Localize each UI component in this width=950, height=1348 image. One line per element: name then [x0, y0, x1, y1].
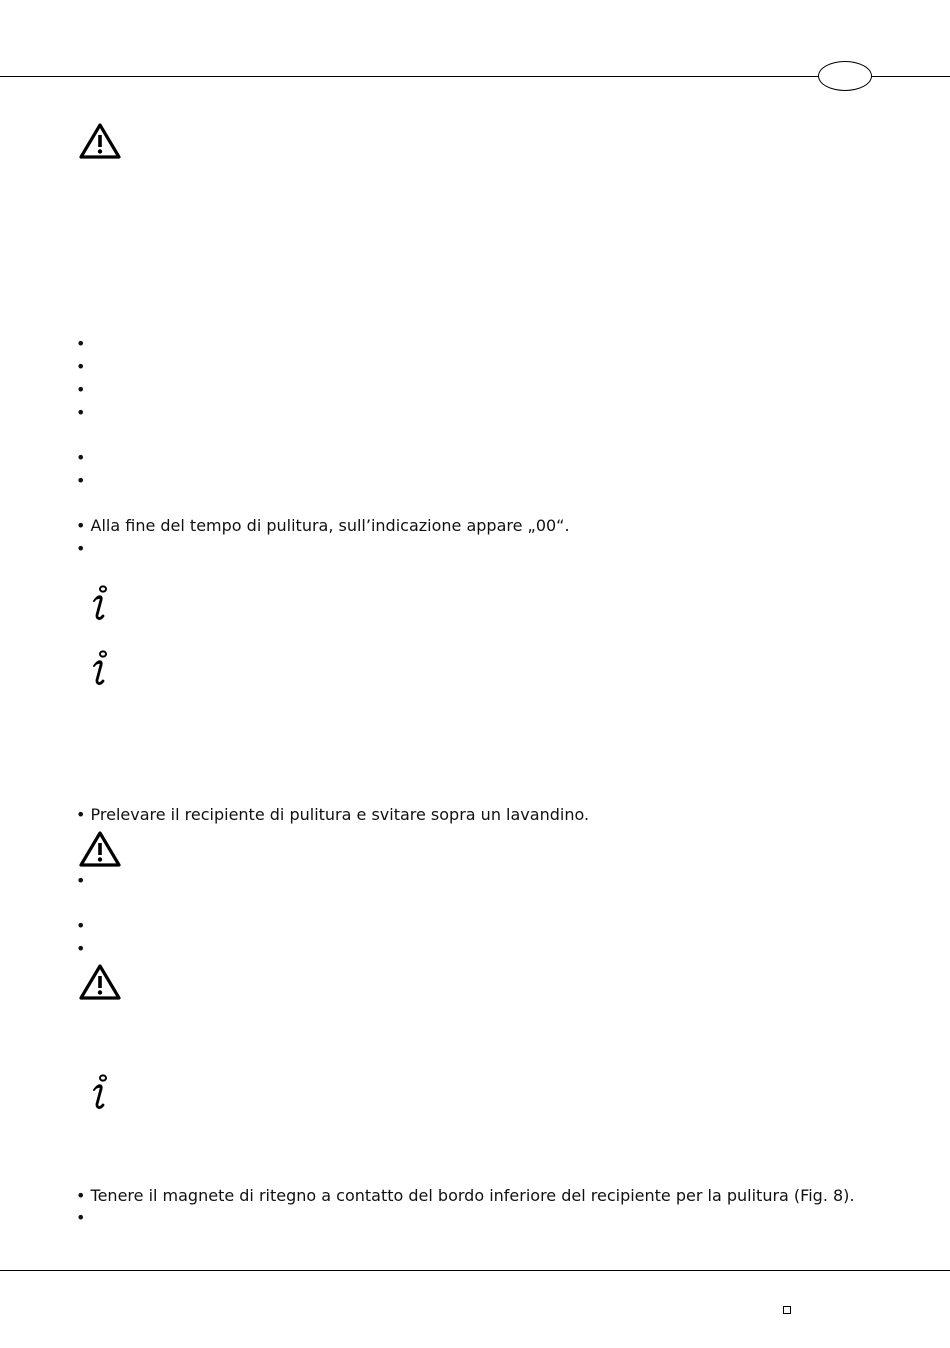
language-tab-oval	[818, 61, 872, 91]
list-bullet: •	[76, 471, 86, 490]
info-i-icon	[88, 584, 112, 624]
info-i-icon	[88, 1073, 112, 1113]
list-bullet: •	[76, 448, 86, 467]
list-bullet: •	[76, 871, 86, 890]
list-bullet: •	[76, 939, 86, 958]
list-bullet: •	[76, 1208, 86, 1227]
info-i-icon	[88, 649, 112, 689]
hold-magnet-line: • Tenere il magnete di ritegno a contatto del bordo inferiore del recipiente per la pulitura (Fig. 8).	[76, 1186, 855, 1205]
end-cleaning-time-line: • Alla fine del tempo di pulitura, sull’indicazione appare „00“.	[76, 516, 570, 535]
remove-container-line: • Prelevare il recipiente di pulitura e svitare sopra un lavandino.	[76, 805, 590, 824]
list-bullet: •	[76, 403, 86, 422]
page-number-box	[783, 1306, 791, 1314]
list-bullet: •	[76, 334, 86, 353]
warning-triangle-icon	[78, 122, 122, 160]
warning-triangle-icon	[78, 963, 122, 1001]
list-bullet: •	[76, 380, 86, 399]
list-bullet: •	[76, 539, 86, 558]
list-bullet: •	[76, 916, 86, 935]
footer-rule	[0, 1270, 950, 1271]
warning-triangle-icon	[78, 830, 122, 868]
list-bullet: •	[76, 357, 86, 376]
header-rule	[0, 76, 950, 77]
